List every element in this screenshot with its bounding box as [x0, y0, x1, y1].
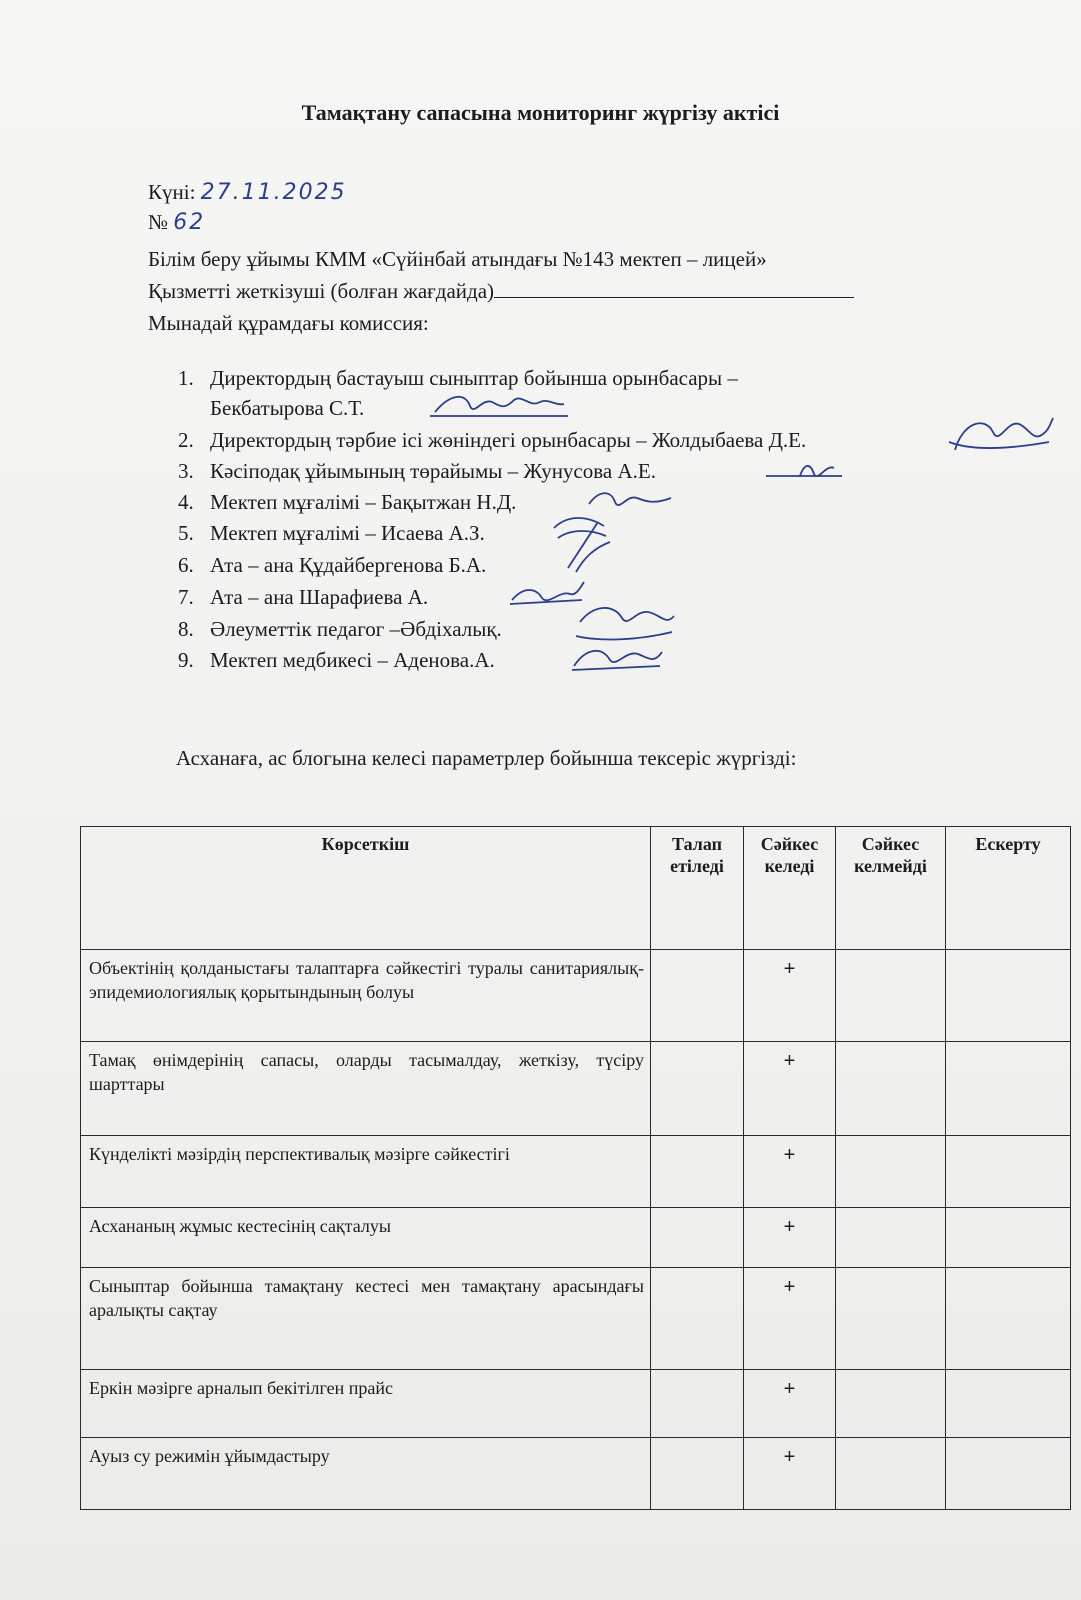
header-required: Талап етіледі	[651, 827, 744, 950]
required-cell	[651, 950, 744, 1042]
table-row	[81, 1136, 1071, 1208]
signature-9	[568, 638, 668, 678]
table-header-row	[81, 827, 1071, 950]
required-cell	[651, 1438, 744, 1510]
table-row	[81, 950, 1071, 1042]
signature-5	[548, 508, 618, 578]
not-complies-cell	[836, 950, 946, 1042]
date-value: 27.11.2025	[200, 180, 347, 205]
supplier-line	[148, 279, 854, 304]
commission-member-7: 7. Ата – ана Шарафиева А.	[178, 585, 429, 609]
indicator-cell: Асхананың жұмыс кестесінің сақталуы	[81, 1208, 651, 1268]
header-indicator: Көрсеткіш	[81, 827, 651, 950]
note-cell	[946, 1208, 1071, 1268]
inspection-intro: Асханаға, ас блогына келесі параметрлер бойынша тексеріс жүргізді:	[176, 746, 797, 770]
required-cell	[651, 1370, 744, 1438]
signature-3	[760, 456, 850, 488]
not-complies-cell	[836, 1370, 946, 1438]
commission-member-6: 6. Ата – ана Құдайбергенова Б.А.	[178, 553, 487, 577]
complies-cell: +	[744, 1438, 836, 1510]
complies-cell: +	[744, 1370, 836, 1438]
commission-member-1-name: Бекбатырова С.Т.	[210, 396, 365, 420]
date-label: Күні:	[148, 180, 196, 204]
note-cell	[946, 1438, 1071, 1510]
required-cell	[651, 1268, 744, 1370]
table-row	[81, 1438, 1071, 1510]
signature-8	[570, 596, 680, 644]
not-complies-cell	[836, 1438, 946, 1510]
table-row	[81, 1208, 1071, 1268]
indicator-cell: Объектінің қолданыстағы талаптарға сәйкестігі туралы санитариялық-эпидемиологиялық қорытындының болуы	[81, 950, 651, 1042]
commission-member-4: 4. Мектеп мұғалімі – Бақытжан Н.Д.	[178, 490, 517, 514]
supplier-label: Қызметті жеткізуші (болған жағдайда)	[148, 279, 495, 303]
complies-cell: +	[744, 1268, 836, 1370]
inspection-table	[80, 826, 1071, 1510]
commission-member-5: 5. Мектеп мұғалімі – Исаева А.З.	[178, 521, 485, 545]
date-line	[148, 180, 347, 205]
table-row	[81, 1042, 1071, 1136]
table-row	[81, 1268, 1071, 1370]
commission-member-2: 2. Директордың тәрбие ісі жөніндегі орынбасары – Жолдыбаева Д.Е.	[178, 428, 807, 452]
indicator-cell: Ауыз су режимін ұйымдастыру	[81, 1438, 651, 1510]
note-cell	[946, 950, 1071, 1042]
supplier-blank	[494, 279, 854, 298]
complies-cell: +	[744, 1136, 836, 1208]
required-cell	[651, 1208, 744, 1268]
required-cell	[651, 1042, 744, 1136]
complies-cell: +	[744, 1042, 836, 1136]
complies-cell: +	[744, 950, 836, 1042]
not-complies-cell	[836, 1042, 946, 1136]
signature-2	[945, 412, 1055, 458]
number-value: 62	[173, 210, 206, 235]
note-cell	[946, 1136, 1071, 1208]
not-complies-cell	[836, 1208, 946, 1268]
complies-cell: +	[744, 1208, 836, 1268]
commission-member-8: 8. Әлеуметтік педагог –Әбдіхалық.	[178, 617, 502, 641]
required-cell	[651, 1136, 744, 1208]
organization-line: Білім беру ұйымы КММ «Сүйінбай атындағы №143 мектеп – лицей»	[148, 247, 767, 271]
commission-member-9: 9. Мектеп медбикесі – Аденова.А.	[178, 648, 495, 672]
commission-member-1: 1. Директордың бастауыш сыныптар бойынша орынбасары –	[178, 366, 738, 390]
indicator-cell: Еркін мәзірге арналып бекітілген прайс	[81, 1370, 651, 1438]
header-complies: Сәйкес келеді	[744, 827, 836, 950]
note-cell	[946, 1042, 1071, 1136]
header-not-complies: Сәйкес келмейді	[836, 827, 946, 950]
table-row	[81, 1370, 1071, 1438]
number-label: №	[148, 210, 169, 234]
number-line	[148, 210, 205, 235]
commission-member-3: 3. Кәсіподақ ұйымының төрайымы – Жунусова А.Е.	[178, 459, 656, 483]
indicator-cell: Сыныптар бойынша тамақтану кестесі мен тамақтану арасындағы аралықты сақтау	[81, 1268, 651, 1370]
note-cell	[946, 1370, 1071, 1438]
note-cell	[946, 1268, 1071, 1370]
not-complies-cell	[836, 1136, 946, 1208]
indicator-cell: Күнделікті мәзірдің перспективалық мәзірге сәйкестігі	[81, 1136, 651, 1208]
document-title: Тамақтану сапасына мониторинг жүргізу актісі	[301, 100, 780, 125]
signature-1	[430, 388, 570, 424]
commission-label: Мынадай құрамдағы комиссия:	[148, 311, 429, 335]
header-note: Ескерту	[946, 827, 1071, 950]
not-complies-cell	[836, 1268, 946, 1370]
indicator-cell: Тамақ өнімдерінің сапасы, оларды тасымалдау, жеткізу, түсіру шарттары	[81, 1042, 651, 1136]
